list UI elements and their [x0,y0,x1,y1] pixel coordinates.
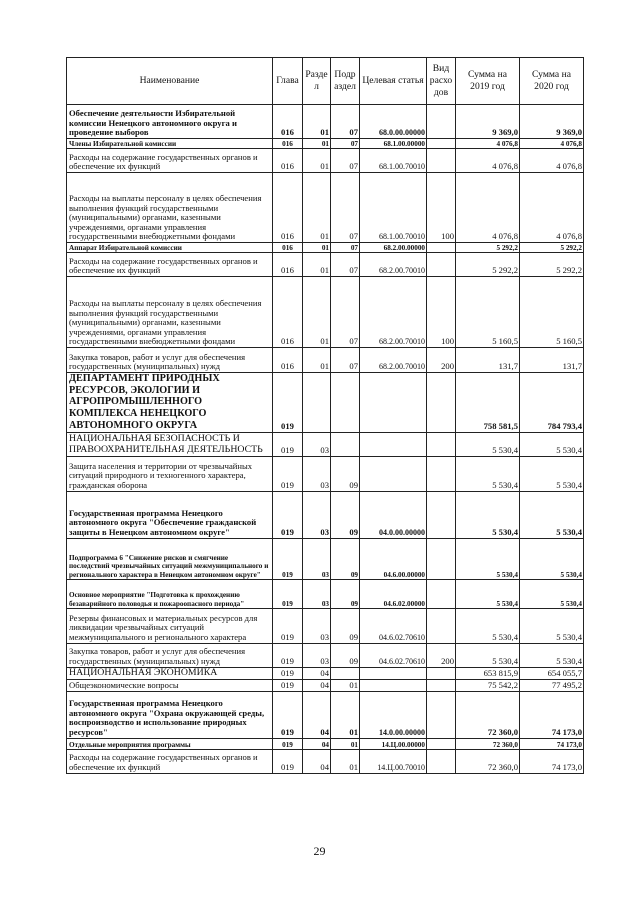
cell-podrazdel: 07 [331,253,360,277]
budget-table [66,57,584,774]
cell-podrazdel [331,373,360,433]
table-row [67,491,584,538]
cell-sum-2020: 74 173,0 [520,738,584,749]
cell-glava: 016 [273,149,303,173]
cell-glava: 016 [273,139,303,149]
cell-sum-2020: 9 369,0 [520,105,584,139]
cell-glava: 019 [273,691,303,738]
cell-name: Резервы финансовых и материальных ресурсов для ликвидации чрезвычайных ситуаций межмуниципального и регионального характера [67,608,273,643]
cell-target: 04.6.02.70610 [360,608,427,643]
cell-podrazdel: 09 [331,579,360,608]
cell-sum-2019: 5 530,4 [456,432,520,456]
cell-vid [427,432,456,456]
header-sum-2020: Сумма на 2020 год [520,58,584,105]
cell-name: ДЕПАРТАМЕНТ ПРИРОДНЫХ РЕСУРСОВ, ЭКОЛОГИИ И АГРОПРОМЫШЛЕННОГО КОМПЛЕКСА НЕНЕЦКОГО АВТОНОМНОГО ОКРУГА [67,373,273,433]
cell-target: 68.2.00.70010 [360,348,427,373]
header-name: Наименование [67,58,273,105]
cell-sum-2020: 5 530,4 [520,491,584,538]
cell-sum-2019: 5 530,4 [456,491,520,538]
cell-razdel: 01 [303,173,331,243]
cell-glava: 019 [273,373,303,433]
header-target: Целевая статья [360,58,427,105]
cell-sum-2019: 758 581,5 [456,373,520,433]
cell-glava: 019 [273,456,303,491]
cell-podrazdel: 01 [331,749,360,773]
cell-sum-2019: 5 292,2 [456,243,520,253]
cell-vid [427,456,456,491]
cell-sum-2020: 4 076,8 [520,173,584,243]
table-row [67,373,584,433]
cell-target [360,667,427,679]
cell-razdel: 04 [303,738,331,749]
table-row [67,277,584,348]
cell-vid [427,105,456,139]
cell-vid [427,491,456,538]
cell-name: Расходы на содержание государственных органов и обеспечение их функций [67,149,273,173]
table-row [67,456,584,491]
cell-target: 14.Ц.00.00000 [360,738,427,749]
cell-vid: 200 [427,348,456,373]
cell-podrazdel: 09 [331,456,360,491]
cell-sum-2019: 5 530,4 [456,456,520,491]
cell-sum-2019: 72 360,0 [456,738,520,749]
cell-vid [427,579,456,608]
cell-target: 04.6.02.70610 [360,643,427,667]
cell-podrazdel: 07 [331,105,360,139]
cell-sum-2019: 5 530,4 [456,538,520,579]
cell-razdel: 04 [303,749,331,773]
cell-razdel: 04 [303,667,331,679]
cell-sum-2019: 5 530,4 [456,608,520,643]
cell-sum-2020: 4 076,8 [520,139,584,149]
cell-razdel: 01 [303,348,331,373]
cell-razdel: 01 [303,139,331,149]
cell-podrazdel: 07 [331,149,360,173]
cell-podrazdel: 01 [331,691,360,738]
table-row [67,643,584,667]
cell-sum-2020: 4 076,8 [520,149,584,173]
cell-podrazdel [331,667,360,679]
header-glava: Глава [273,58,303,105]
cell-vid: 100 [427,173,456,243]
cell-target: 68.0.00.00000 [360,105,427,139]
cell-razdel: 03 [303,491,331,538]
cell-sum-2019: 131,7 [456,348,520,373]
cell-vid [427,667,456,679]
table-row [67,538,584,579]
table-row [67,691,584,738]
cell-sum-2020: 5 530,4 [520,538,584,579]
cell-name: Обеспечение деятельности Избирательной комиссии Ненецкого автономного округа и проведение выборов [67,105,273,139]
cell-razdel: 03 [303,538,331,579]
cell-glava: 019 [273,643,303,667]
cell-name: Защита населения и территории от чрезвычайных ситуаций природного и техногенного характера, гражданская оборона [67,456,273,491]
cell-vid: 100 [427,277,456,348]
cell-sum-2020: 5 530,4 [520,608,584,643]
table-row [67,679,584,691]
cell-razdel: 04 [303,691,331,738]
table-row [67,173,584,243]
cell-glava: 019 [273,749,303,773]
cell-glava: 019 [273,538,303,579]
cell-razdel: 01 [303,149,331,173]
cell-name: Основное мероприятие "Подготовка к прохождению безаварийного половодья и пожароопасного периода" [67,579,273,608]
cell-sum-2019: 4 076,8 [456,139,520,149]
cell-name: Общеэкономические вопросы [67,679,273,691]
cell-sum-2020: 74 173,0 [520,749,584,773]
cell-sum-2020: 131,7 [520,348,584,373]
cell-sum-2020: 5 530,4 [520,579,584,608]
cell-name: Расходы на содержание государственных органов и обеспечение их функций [67,253,273,277]
cell-target: 68.1.00.70010 [360,173,427,243]
cell-sum-2019: 653 815,9 [456,667,520,679]
cell-razdel: 03 [303,643,331,667]
cell-sum-2019: 5 292,2 [456,253,520,277]
table-row [67,579,584,608]
cell-name: НАЦИОНАЛЬНАЯ БЕЗОПАСНОСТЬ И ПРАВООХРАНИТЕЛЬНАЯ ДЕЯТЕЛЬНОСТЬ [67,432,273,456]
cell-vid [427,149,456,173]
cell-glava: 016 [273,243,303,253]
cell-target [360,373,427,433]
cell-razdel [303,373,331,433]
cell-podrazdel: 07 [331,243,360,253]
header-vid: Вид расхо дов [427,58,456,105]
cell-glava: 019 [273,679,303,691]
cell-glava: 019 [273,738,303,749]
table-row [67,608,584,643]
cell-podrazdel: 09 [331,538,360,579]
cell-sum-2019: 4 076,8 [456,149,520,173]
cell-glava: 019 [273,608,303,643]
cell-vid [427,538,456,579]
cell-sum-2020: 654 055,7 [520,667,584,679]
cell-razdel: 03 [303,579,331,608]
cell-razdel: 03 [303,456,331,491]
cell-target [360,679,427,691]
cell-sum-2020: 5 530,4 [520,643,584,667]
cell-target [360,432,427,456]
cell-name: НАЦИОНАЛЬНАЯ ЭКОНОМИКА [67,667,273,679]
cell-vid [427,608,456,643]
table-row [67,738,584,749]
cell-sum-2020: 5 160,5 [520,277,584,348]
cell-razdel: 04 [303,679,331,691]
cell-glava: 016 [273,348,303,373]
cell-podrazdel: 09 [331,643,360,667]
table-row [67,243,584,253]
header-sum-2019: Сумма на 2019 год [456,58,520,105]
cell-glava: 019 [273,579,303,608]
header-podrazdel: Подр аздел [331,58,360,105]
cell-sum-2019: 5 530,4 [456,643,520,667]
cell-glava: 019 [273,432,303,456]
table-row [67,139,584,149]
cell-sum-2019: 4 076,8 [456,173,520,243]
cell-vid [427,373,456,433]
cell-target: 04.0.00.00000 [360,491,427,538]
cell-sum-2020: 5 530,4 [520,432,584,456]
cell-name: Закупка товаров, работ и услуг для обеспечения государственных (муниципальных) нужд [67,643,273,667]
cell-vid [427,253,456,277]
cell-vid [427,738,456,749]
table-row [67,149,584,173]
cell-sum-2019: 72 360,0 [456,691,520,738]
header-razdel: Разде л [303,58,331,105]
cell-vid [427,139,456,149]
cell-vid [427,749,456,773]
cell-glava: 016 [273,173,303,243]
header-row [67,58,584,105]
budget-table-container [66,57,583,774]
cell-sum-2020: 5 530,4 [520,456,584,491]
cell-sum-2019: 72 360,0 [456,749,520,773]
cell-name: Аппарат Избирательной комиссии [67,243,273,253]
cell-target: 68.2.00.70010 [360,277,427,348]
cell-target [360,456,427,491]
cell-target: 68.2.00.00000 [360,243,427,253]
cell-name: Закупка товаров, работ и услуг для обеспечения государственных (муниципальных) нужд [67,348,273,373]
cell-vid [427,691,456,738]
cell-sum-2019: 5 160,5 [456,277,520,348]
cell-podrazdel: 07 [331,139,360,149]
cell-podrazdel [331,432,360,456]
table-row [67,432,584,456]
cell-name: Расходы на содержание государственных органов и обеспечение их функций [67,749,273,773]
cell-vid [427,679,456,691]
cell-name: Расходы на выплаты персоналу в целях обеспечения выполнения функций государственными (муниципальными) органами, казенными учреждениями, органами управления государственными внебюджетными фондами [67,173,273,243]
cell-razdel: 01 [303,277,331,348]
cell-podrazdel: 09 [331,491,360,538]
cell-glava: 019 [273,491,303,538]
cell-target: 04.6.00.00000 [360,538,427,579]
cell-razdel: 03 [303,608,331,643]
cell-sum-2020: 5 292,2 [520,243,584,253]
cell-podrazdel: 01 [331,738,360,749]
cell-name: Отдельные мероприятия программы [67,738,273,749]
cell-glava: 016 [273,105,303,139]
table-row [67,667,584,679]
cell-name: Расходы на выплаты персоналу в целях обеспечения выполнения функций государственными (муниципальными) органами, казенными учреждениями, органами управления государственными внебюджетными фондами [67,277,273,348]
cell-podrazdel: 09 [331,608,360,643]
cell-target: 68.1.00.00000 [360,139,427,149]
cell-sum-2020: 5 292,2 [520,253,584,277]
table-row [67,749,584,773]
cell-sum-2019: 5 530,4 [456,579,520,608]
table-row [67,348,584,373]
cell-glava: 016 [273,253,303,277]
table-row [67,105,584,139]
cell-sum-2020: 77 495,2 [520,679,584,691]
cell-glava: 016 [273,277,303,348]
cell-target: 04.6.02.00000 [360,579,427,608]
cell-razdel: 01 [303,253,331,277]
cell-name: Государственная программа Ненецкого автономного округа "Обеспечение гражданской защиты в Ненецком автономном округе" [67,491,273,538]
cell-podrazdel: 07 [331,277,360,348]
cell-razdel: 03 [303,432,331,456]
cell-target: 14.Ц.00.70010 [360,749,427,773]
cell-name: Подпрограмма 6 "Снижение рисков и смягчение последствий чрезвычайных ситуаций межмуниципального и регионального характера в Ненецком автономном округе" [67,538,273,579]
cell-razdel: 01 [303,105,331,139]
cell-sum-2019: 75 542,2 [456,679,520,691]
cell-sum-2019: 9 369,0 [456,105,520,139]
cell-sum-2020: 784 793,4 [520,373,584,433]
cell-name: Государственная программа Ненецкого автономного округа "Охрана окружающей среды, воспроизводство и использование природных ресурсов" [67,691,273,738]
cell-glava: 019 [273,667,303,679]
cell-target: 68.2.00.70010 [360,253,427,277]
cell-vid: 200 [427,643,456,667]
cell-target: 68.1.00.70010 [360,149,427,173]
cell-razdel: 01 [303,243,331,253]
cell-sum-2020: 74 173,0 [520,691,584,738]
cell-podrazdel: 07 [331,173,360,243]
cell-name: Члены Избирательной комиссии [67,139,273,149]
cell-podrazdel: 01 [331,679,360,691]
page-number: 29 [313,844,326,858]
table-row [67,253,584,277]
cell-target: 14.0.00.00000 [360,691,427,738]
cell-vid [427,243,456,253]
cell-podrazdel: 07 [331,348,360,373]
